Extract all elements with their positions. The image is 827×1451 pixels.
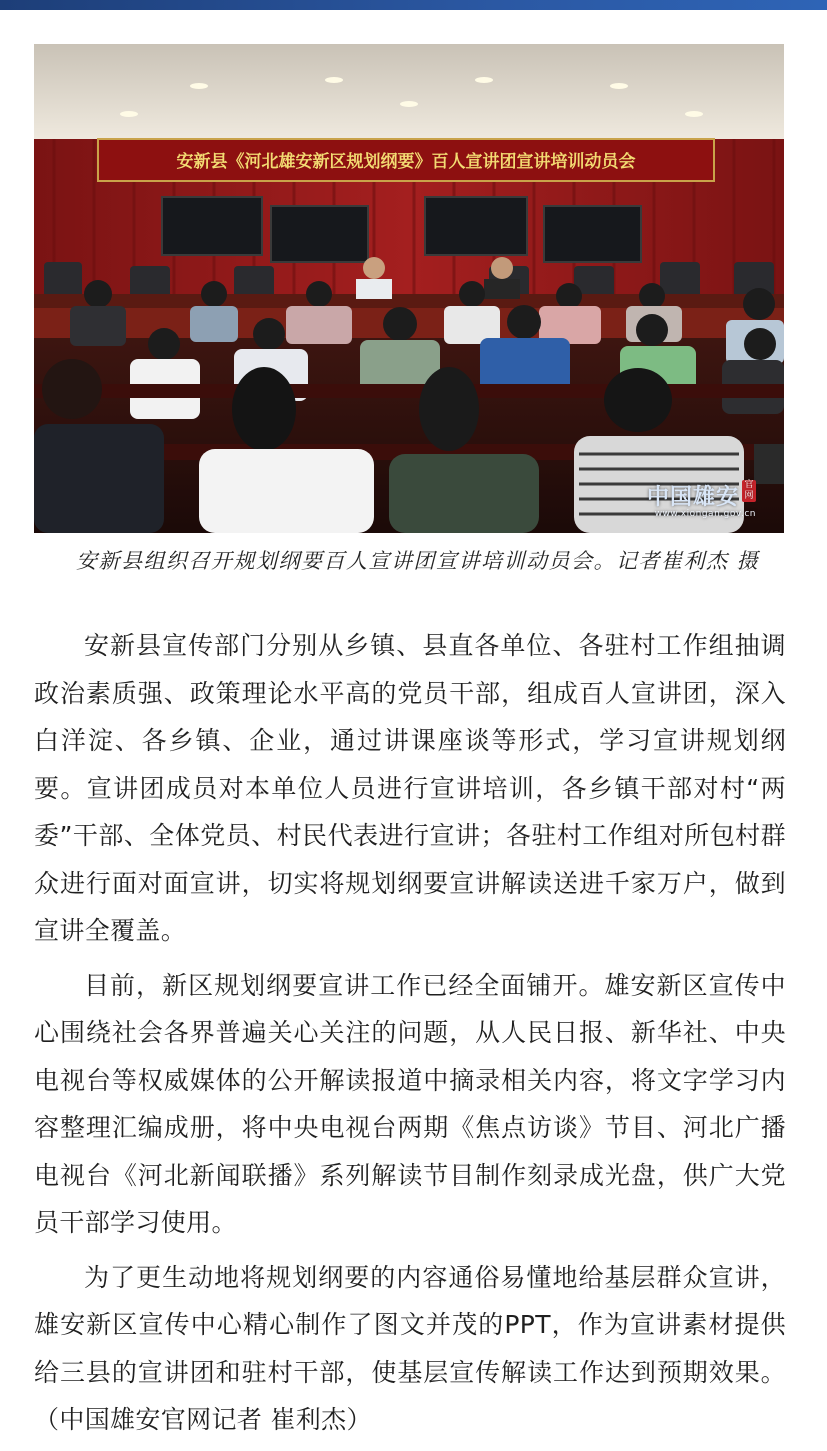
article-paragraph: 为了更生动地将规划纲要的内容通俗易懂地给基层群众宣讲，雄安新区宣传中心精心制作了图文并茂的PPT，作为宣讲素材提供给三县的宣讲团和驻村干部，使基层宣传解读工作达到预期效果。（中国雄安官网记者 崔利杰）	[34, 1262, 786, 1434]
article-paragraph: 目前，新区规划纲要宣讲工作已经全面铺开。雄安新区宣传中心围绕社会各界普遍关心关注的问题，从人民日报、新华社、中央电视台等权威媒体的公开解读报道中摘录相关内容，将文字学习内容整理汇编成册，将中央电视台两期《焦点访谈》节目、河北广播电视台《河北新闻联播》系列解读节目制作刻录成光盘，供广大党员干部学习使用。	[34, 970, 786, 1237]
meeting-photo	[34, 44, 784, 533]
article-body	[34, 622, 786, 1451]
top-accent-bar	[0, 0, 827, 10]
photo-caption: 安新县组织召开规划纲要百人宣讲团宣讲培训动员会。记者崔利杰 摄	[76, 549, 760, 573]
photo-watermark	[647, 480, 756, 519]
watermark-logo: 中国雄安	[646, 484, 739, 510]
watermark-url: www.xiongan.gov.cn	[654, 509, 756, 519]
article-paragraph: 安新县宣传部门分别从乡镇、县直各单位、各驻村工作组抽调政治素质强、政策理论水平高的党员干部，组成百人宣讲团，深入白洋淀、各乡镇、企业，通过讲课座谈等形式，学习宣讲规划纲要。宣讲团成员对本单位人员进行宣讲培训，各乡镇干部对村“两委”干部、全体党员、村民代表进行宣讲；各驻村工作组对所包村群众进行面对面宣讲，切实将规划纲要宣讲解读送进千家万户，做到宣讲全覆盖。	[34, 631, 786, 945]
photo-banner-text: 安新县《河北雄安新区规划纲要》百人宣讲团宣讲培训动员会	[176, 152, 636, 172]
watermark-seal: 官网	[742, 480, 756, 502]
